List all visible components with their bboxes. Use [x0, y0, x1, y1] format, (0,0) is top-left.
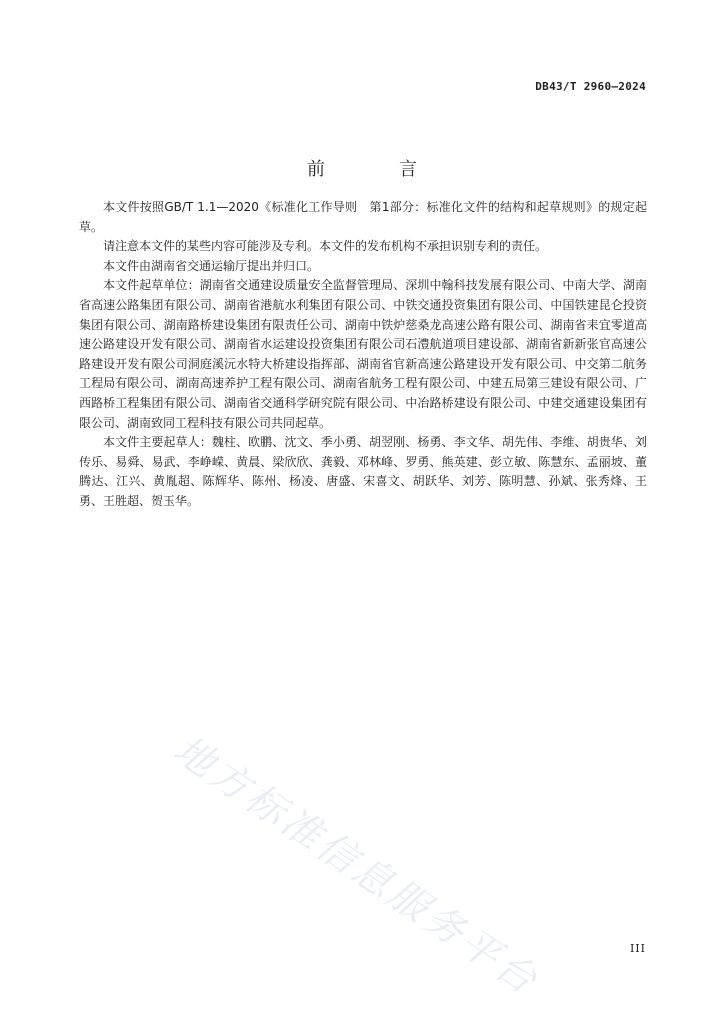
foreword-body — [79, 198, 647, 512]
page-title: 前 言 — [307, 159, 445, 181]
document-code: DB43/T 2960—2024 — [535, 80, 646, 93]
paragraph-proposer: 本文件由湖南省交通运输厅提出并归口。 — [103, 258, 320, 273]
paragraph-drafters: 本文件主要起草人：魏柱、欧鹏、沈文、季小勇、胡翌刚、杨勇、李文华、胡先伟、李维、胡贵华、刘传乐、易舜、易武、李峥嵘、黄晨、梁欣欣、龚毅、邓林峰、罗勇、熊英建、彭立敏、陈慧东、孟丽坡、董腾达、江兴、黄胤超、陈辉华、陈州、杨凌、唐盛、宋喜文、胡跃华、刘芳、陈明慧、孙斌、张秀烽、王勇、王胜超、贺玉华。 — [79, 435, 647, 508]
paragraph-drafting-units: 本文件起草单位：湖南省交通建设质量安全监督管理局、深圳中翰科技发展有限公司、中南大学、湖南省高速公路集团有限公司、湖南省港航水利集团有限公司、中铁交通投资集团有限公司、中国铁建昆仑投资集团有限公司、湖南路桥建设集团有限责任公司、湖南中铁炉慈桑龙高速公路有限公司、湖南省耒宜零道高速公路建设开发有限公司、湖南省水运建设投资集团有限公司石澧航道项目建设部、湖南省新新张官高速公路建设开发有限公司洞庭溪沅水特大桥建设指挥部、湖南省官新高速公路建设开发有限公司、中交第二航务工程局有限公司、湖南高速养护工程有限公司、湖南省航务工程有限公司、中建五局第三建设有限公司、广西路桥工程集团有限公司、湖南省交通科学研究院有限公司、中冶路桥建设有限公司、中建交通建设集团有限公司、湖南致同工程科技有限公司共同起草。 — [79, 278, 647, 430]
paragraph-drafting-rules: 本文件按照GB/T 1.1—2020《标准化工作导则 第1部分：标准化文件的结构和起草规则》的规定起草。 — [79, 200, 647, 234]
paragraph-patent-notice: 请注意本文件的某些内容可能涉及专利。本文件的发布机构不承担识别专利的责任。 — [103, 239, 548, 254]
watermark-text: 地方标准信息服务平台 — [165, 727, 548, 1006]
page-number: III — [629, 942, 646, 955]
